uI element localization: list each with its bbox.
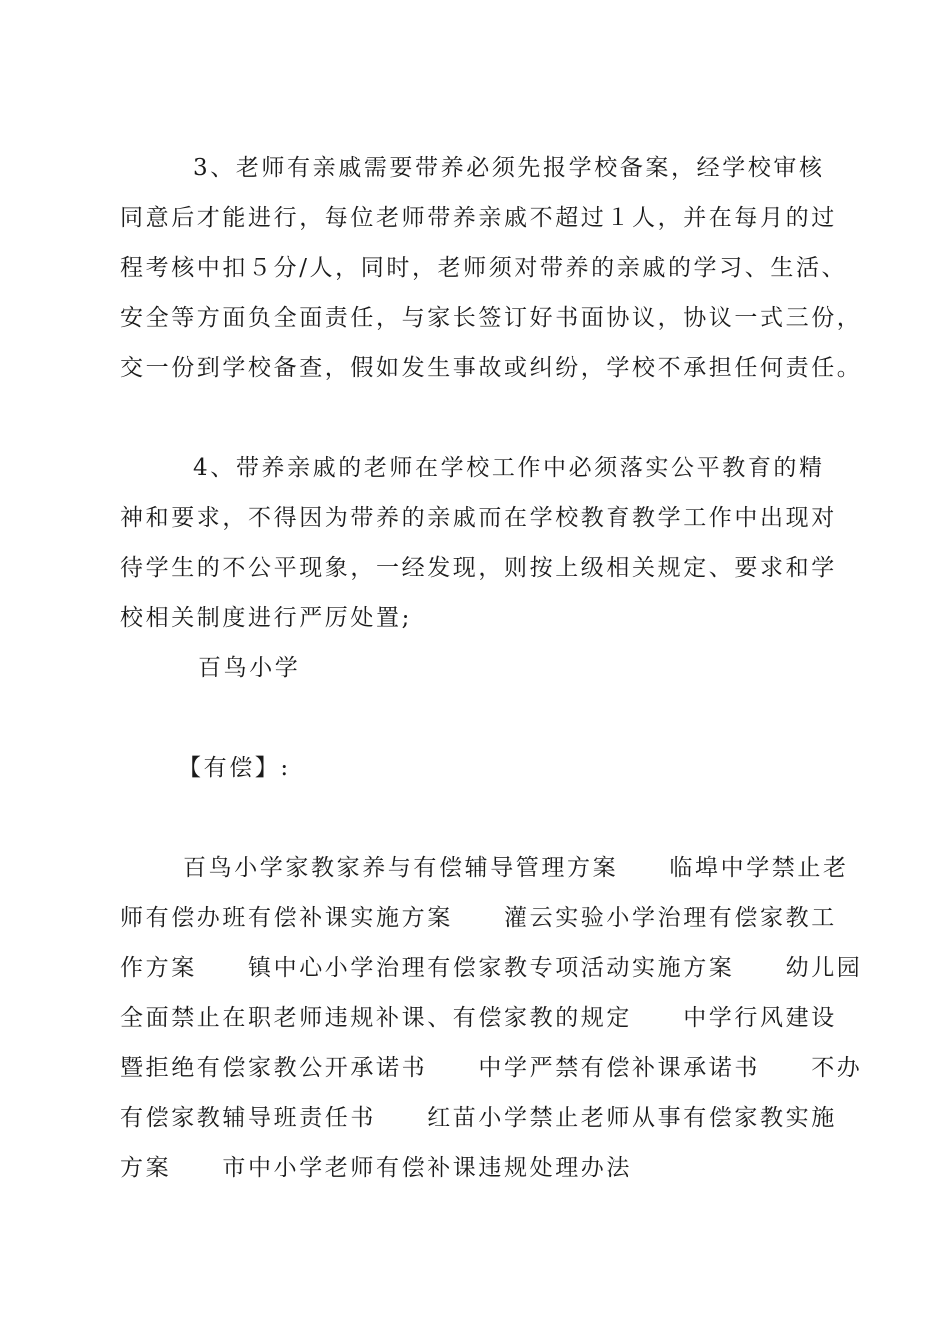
- paragraph-3-line-3: 程考核中扣５分/人，同时，老师须对带养的亲戚的学习、生活、: [120, 255, 848, 281]
- signature-school-name: 百鸟小学: [198, 655, 301, 681]
- related-line-7: 方案 市中小学老师有偿补课违规处理办法: [120, 1155, 632, 1181]
- paragraph-4-line-2: 神和要求，不得因为带养的亲戚而在学校教育教学工作中出现对: [120, 505, 837, 531]
- paragraph-3-line-4: 安全等方面负全面责任，与家长签订好书面协议，协议一式三份，: [120, 305, 863, 331]
- paragraph-4-line-1: 4、带养亲戚的老师在学校工作中必须落实公平教育的精: [193, 455, 825, 481]
- related-line-5: 暨拒绝有偿家教公开承诺书 中学严禁有偿补课承诺书 不办: [120, 1055, 863, 1081]
- related-line-2: 师有偿办班有偿补课实施方案 灌云实验小学治理有偿家教工: [120, 905, 837, 931]
- paragraph-3-line-1: 3、老师有亲戚需要带养必须先报学校备案，经学校审核: [193, 155, 825, 181]
- paragraph-4-line-4: 校相关制度进行严厉处置;: [120, 605, 412, 631]
- paragraph-4-line-3: 待学生的不公平现象，一经发现，则按上级相关规定、要求和学: [120, 555, 837, 581]
- related-line-3: 作方案 镇中心小学治理有偿家教专项活动实施方案 幼儿园: [120, 955, 863, 981]
- paragraph-3-line-2: 同意后才能进行，每位老师带养亲戚不超过１人，并在每月的过: [120, 205, 837, 231]
- section-label: 【有偿】:: [178, 755, 291, 781]
- paragraph-3-line-5: 交一份到学校备查，假如发生事故或纠纷，学校不承担任何责任。: [120, 355, 863, 381]
- related-line-4: 全面禁止在职老师违规补课、有偿家教的规定 中学行风建设: [120, 1005, 837, 1031]
- related-line-6: 有偿家教辅导班责任书 红苗小学禁止老师从事有偿家教实施: [120, 1105, 837, 1131]
- related-line-1: 百鸟小学家教家养与有偿辅导管理方案 临埠中学禁止老: [183, 855, 849, 881]
